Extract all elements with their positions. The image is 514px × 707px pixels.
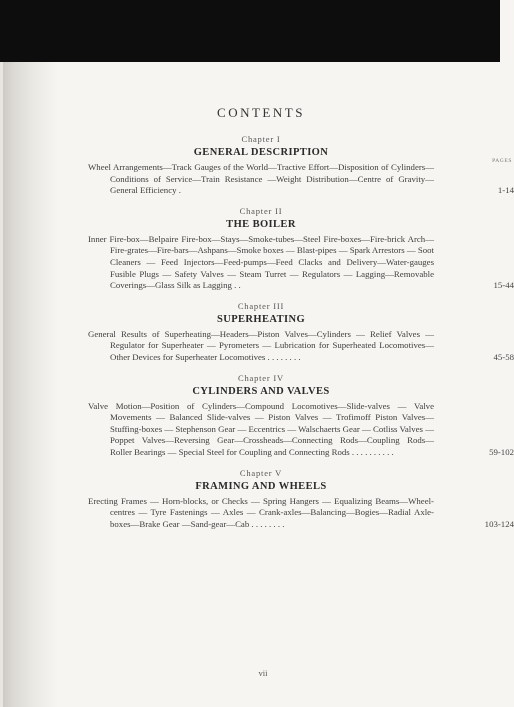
chapter-description: Erecting Frames — Horn-blocks, or Checks — Spring Hangers — Equalizing Beams—Wheel-centres — Tyre Fastenings — Axles — Crank-axles—Balancing—Bogies—Radial Axle-boxes—Brake Gear —Sand-gear—Cab . . . . . . . . (88, 495, 434, 529)
page-range: 45-58 (493, 351, 514, 362)
contents-title: CONTENTS (217, 105, 305, 120)
scan-top-band (0, 0, 500, 62)
chapter-2 (88, 205, 514, 292)
pages-header: PAGES (492, 158, 512, 164)
chapter-label: Chapter II (239, 205, 283, 216)
chapter-description: Inner Fire-box—Belpaire Fire-box—Stays—Smoke-tubes—Steel Fire-boxes—Fire-brick Arch—Fire-grates—Fire-bars—Ashpans—Smoke boxes — Blast-pipes — Spark Arrestors — Soot Cleaners — Feed Injectors—Feed-pumps—Feed Clacks and Delivery—Water-gauges Fusible Plugs — Safety Valves — Steam Turret — Regulators — Lagging—Removable Coverings—Glass Silk as Lagging . . (88, 233, 434, 291)
chapter-5 (88, 467, 514, 531)
chapter-entry (88, 400, 514, 459)
chapter-entry (88, 328, 514, 364)
page-range: 59-102 (489, 446, 514, 457)
chapter-entry (88, 495, 514, 531)
chapter-title: SUPERHEATING (216, 313, 306, 325)
chapter-description: General Results of Superheating—Headers—Piston Valves—Cylinders — Relief Valves — Regulator for Superheater — Pyrometers — Lubrication for Superheated Locomotives—Other Devices for Superheater Locomotives . . . . . . . . (88, 328, 434, 362)
page-gutter-shadow (0, 62, 58, 707)
chapter-description: Wheel Arrangements—Track Gauges of the World—Tractive Effort—Disposition of Cylinders—Conditions of Service—Train Resistance —Weight Distribution—Centre of Gravity—General Efficiency . (88, 162, 434, 196)
page-range: 15-44 (493, 280, 514, 291)
chapter-title: FRAMING AND WHEELS (195, 480, 327, 492)
chapter-entry (88, 233, 514, 292)
chapter-title: CYLINDERS AND VALVES (192, 385, 330, 397)
page-range: 103-124 (484, 518, 514, 529)
chapter-label: Chapter III (237, 300, 285, 311)
chapter-1 (88, 134, 514, 197)
chapter-entry (88, 158, 514, 197)
chapter-title: GENERAL DESCRIPTION (193, 147, 329, 158)
page-range: 1-14 (497, 185, 514, 196)
page-edge (0, 62, 3, 707)
chapter-label: Chapter V (239, 467, 283, 478)
chapter-label: Chapter I (241, 134, 281, 144)
contents-page (88, 105, 514, 678)
chapter-4 (88, 372, 514, 459)
chapter-title: THE BOILER (226, 218, 296, 230)
chapter-3 (88, 300, 514, 364)
chapter-description: Valve Motion—Position of Cylinders—Compound Locomotives—Slide-valves — Valve Movements — Balanced Slide-valves — Piston Valves — Trofimoff Piston Valves— Stuffing-boxes — Stephenson Gear — Eccentrics — Walschaerts Gear — Cotliss Valves — Poppet Valves—Reversing Gear—Crossheads—Connecting Rods—Coupling Rods—Roller Bearings — Special Steel for Coupling and Connecting Rods . . . . . . . . . . (88, 400, 434, 457)
page-number: vii (258, 668, 268, 678)
chapter-label: Chapter IV (237, 372, 284, 383)
